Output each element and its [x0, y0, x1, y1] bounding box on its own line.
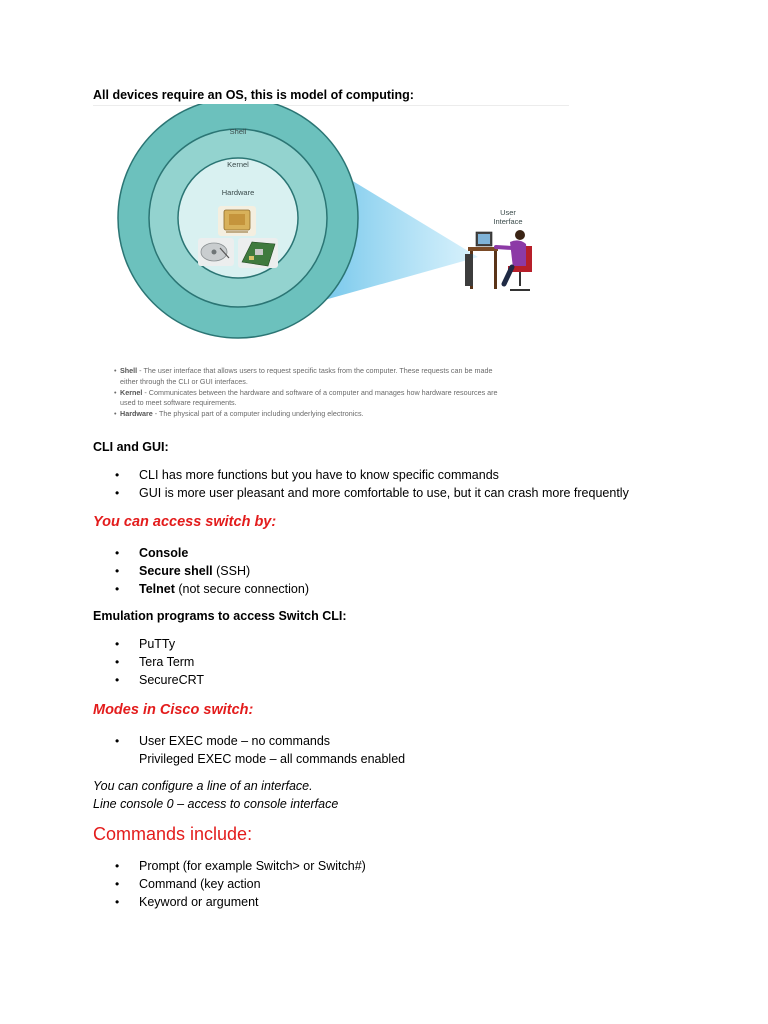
- bullet: •: [115, 734, 120, 748]
- bullet: •: [115, 877, 120, 891]
- bullet: •: [115, 468, 120, 482]
- bullet: •: [115, 673, 120, 687]
- list-item: [93, 635, 693, 653]
- user-interface-label-line1: User: [500, 208, 516, 217]
- list-item-bold: Telnet: [139, 582, 175, 596]
- list-item: [93, 671, 693, 689]
- legend-text: - The physical part of a computer including underlying electronics.: [152, 409, 364, 419]
- notes: [93, 777, 338, 813]
- motherboard-icon: [238, 238, 278, 268]
- cpu-chip-icon: [218, 206, 256, 236]
- user-at-computer-icon: [465, 230, 532, 290]
- note-line: You can configure a line of an interface.: [93, 779, 313, 793]
- list-item: [93, 562, 693, 580]
- bullet: •: [115, 564, 120, 578]
- list-item-text: (not secure connection): [174, 582, 309, 596]
- modes-list: [93, 732, 693, 768]
- list-item: [93, 875, 693, 893]
- list-item-text: Command (key action: [139, 877, 261, 891]
- legend-term: Hardware: [120, 409, 153, 419]
- emulation-heading: Emulation programs to access Switch CLI:: [93, 609, 347, 623]
- list-item: [93, 580, 693, 598]
- hardware-label: Hardware: [221, 188, 255, 197]
- list-item-text: CLI has more functions but you have to know specific commands: [139, 468, 499, 482]
- list-item-text: (SSH): [212, 564, 251, 578]
- legend-text: - The user interface that allows users to request specific tasks from the computer. These requests can be made: [137, 366, 493, 375]
- user-interface-label: [488, 208, 528, 226]
- bullet: •: [114, 387, 117, 397]
- list-item: [93, 893, 693, 911]
- note-line: Line console 0 – access to console interface: [93, 797, 339, 811]
- user-interface-label-line2: Interface: [493, 217, 523, 226]
- list-item: [93, 732, 693, 768]
- list-item-text: SecureCRT: [139, 673, 205, 687]
- bullet: •: [114, 366, 117, 375]
- bullet: •: [115, 637, 120, 651]
- bullet: •: [115, 486, 120, 500]
- legend-item: [114, 366, 574, 388]
- list-item: [93, 466, 713, 484]
- legend-term: Shell: [120, 366, 138, 375]
- os-rings-svg: [112, 104, 572, 364]
- kernel-label: Kernel: [227, 160, 249, 169]
- bullet: •: [115, 655, 120, 669]
- legend-text-cont: either through the CLI or GUI interfaces.: [120, 376, 248, 386]
- emulation-list: [93, 635, 693, 689]
- cli-gui-heading: CLI and GUI:: [93, 440, 169, 454]
- list-item-text: User EXEC mode – no commands: [139, 734, 331, 748]
- list-item: [93, 544, 693, 562]
- hard-disk-icon: [198, 238, 234, 266]
- list-item-text: Keyword or argument: [139, 895, 259, 909]
- list-item: [93, 653, 693, 671]
- list-item-text: GUI is more user pleasant and more comfortable to use, but it can crash more frequently: [139, 486, 629, 500]
- legend-item: [114, 388, 574, 410]
- shell-label: Shell: [229, 127, 247, 136]
- cli-gui-list: [93, 466, 713, 502]
- list-item-bold: Secure shell: [139, 564, 213, 578]
- access-list: [93, 544, 693, 598]
- access-heading: You can access switch by:: [93, 514, 277, 530]
- legend-item: [114, 409, 574, 420]
- list-item: [93, 857, 693, 875]
- bullet: •: [115, 582, 120, 596]
- list-item: [93, 484, 713, 502]
- legend-text-cont: used to meet software requirements.: [120, 398, 237, 408]
- bullet: •: [114, 409, 117, 419]
- legend-text: - Communicates between the hardware and software of a computer and manages how hardware resources are: [142, 387, 498, 397]
- list-item-text: Prompt (for example Switch> or Switch#): [139, 859, 366, 873]
- intro-heading: All devices require an OS, this is model of computing:: [93, 88, 414, 102]
- bullet: •: [115, 859, 120, 873]
- commands-heading: Commands include:: [93, 824, 253, 844]
- modes-heading: Modes in Cisco switch:: [93, 702, 254, 718]
- list-item-text: PuTTy: [139, 637, 176, 651]
- legend-term: Kernel: [120, 387, 143, 397]
- list-item-bold: Console: [139, 546, 189, 560]
- bullet: •: [115, 546, 120, 560]
- commands-list: [93, 857, 693, 911]
- list-item-text: Privileged EXEC mode – all commands enabled: [139, 752, 406, 766]
- list-item-text: Tera Term: [139, 655, 195, 669]
- diagram-legend: [114, 366, 574, 420]
- bullet: •: [115, 895, 120, 909]
